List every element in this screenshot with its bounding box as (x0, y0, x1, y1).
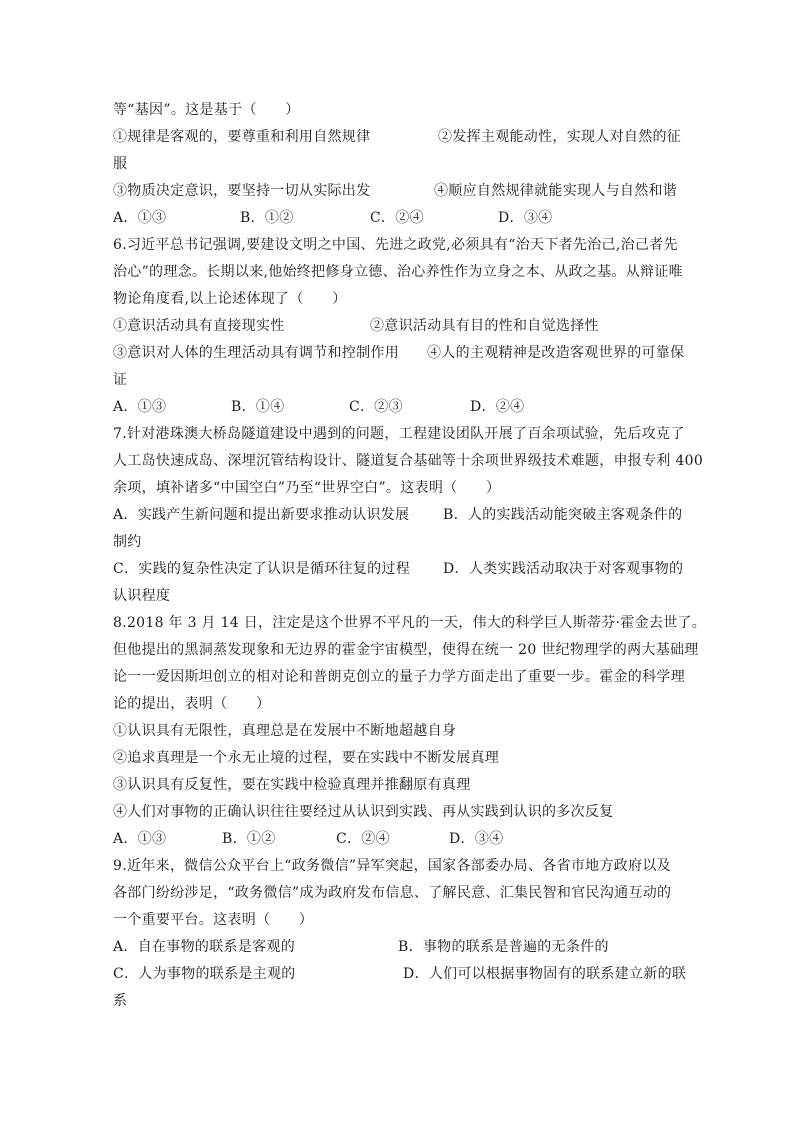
q8-stem-line-1: 8.2018 年 3 月 14 日，注定是这个世界不平凡的一天，伟大的科学巨人斯蒂芬·霍金去世了。 (113, 615, 707, 631)
q8-stem-line-3: 论一一爱因斯坦创立的相对论和普朗克创立的量子力学方面走出了重要一步。霍金的科学理 (113, 669, 685, 685)
q6-statement-4: ④人的主观精神是改造客观世界的可靠保 (427, 345, 685, 361)
q5-statement-1: ①规律是客观的，要尊重和利用自然规律 (113, 129, 371, 145)
q6-option-a[interactable]: A．①③ (113, 399, 167, 415)
q8-option-d[interactable]: D．③④ (449, 831, 504, 847)
q9-stem-line-1: 9.近年来，微信公众平台上“政务微信”异军突起，国家各部委办局、各省市地方政府以及 (113, 858, 671, 874)
q6-option-c[interactable]: C．②③ (349, 399, 403, 415)
q6-option-b[interactable]: B．①④ (231, 399, 285, 415)
q8-option-b[interactable]: B．①② (222, 831, 276, 847)
q6-stem-line-1: 6.习近平总书记强调,要建设文明之中国、先进之政党,必须具有“治天下者先治己,治己者先 (113, 237, 678, 253)
q5-statement-4: ④顺应自然规律就能实现人与自然和谐 (434, 183, 678, 199)
q9-option-b[interactable]: B．事物的联系是普遍的无条件的 (398, 939, 609, 955)
q8-statement-4: ④人们对事物的正确认识往往要经过从认识到实践、再从实践到认识的多次反复 (113, 804, 614, 820)
q6-stem-line-3: 物论角度看,以上论述体现了（ ） (113, 291, 347, 307)
q7-stem-line-2: 人工岛快速成岛、深埋沉管结构设计、隧道复合基础等十余项世界级技术难题，申报专利 400 (113, 453, 704, 469)
q8-statement-3: ③认识具有反复性，要在实践中检验真理并推翻原有真理 (113, 777, 471, 793)
q9-option-a[interactable]: A．自在事物的联系是客观的 (113, 939, 296, 955)
q7-stem-line-1: 7.针对港珠澳大桥岛隧道建设中遇到的问题，工程建设团队开展了百余项试验，先后攻克了 (113, 426, 685, 442)
q6-stem-line-2: 治心”的理念。长期以来,他始终把修身立德、治心养性作为立身之本、从政之基。从辩证唯 (113, 264, 683, 280)
q5-statement-3: ③物质决定意识，要坚持一切从实际出发 (113, 183, 371, 199)
q8-stem-line-4: 论的提出，表明（ ） (113, 696, 271, 712)
q9-option-c[interactable]: C．人为事物的联系是主观的 (113, 966, 296, 982)
q6-statement-2: ②意识活动具有目的性和自觉选择性 (370, 318, 599, 334)
q8-statement-2: ②追求真理是一个永无止境的过程，要在实践中不断发展真理 (113, 750, 500, 766)
q5-option-c[interactable]: C．②④ (370, 210, 424, 226)
q7-option-d[interactable]: D．人类实践活动取决于对客观事物的 (443, 561, 684, 577)
q5-option-a[interactable]: A．①③ (113, 210, 167, 226)
q7-option-a[interactable]: A．实践产生新问题和提出新要求推动认识发展 (113, 507, 410, 523)
q9-option-d[interactable]: D．人们可以根据事物固有的联系建立新的联 (403, 966, 687, 982)
q5-option-b[interactable]: B．①② (240, 210, 294, 226)
q7-stem-line-3: 余项，填补诸多“中国空白”乃至“世界空白”。这表明（ ） (113, 480, 501, 496)
q5-statement-2: ②发挥主观能动性，实现人对自然的征 (438, 129, 682, 145)
q5-option-d[interactable]: D．③④ (498, 210, 553, 226)
q7-option-c[interactable]: C．实践的复杂性决定了认识是循环往复的过程 (113, 561, 411, 577)
q5-statement-2-cont: 服 (113, 156, 128, 172)
q8-option-a[interactable]: A．①③ (113, 831, 167, 847)
q8-stem-line-2: 但他提出的黑洞蒸发现象和无边界的霍金宇宙模型，使得在统一 20 世纪物理学的两大基础理 (113, 642, 699, 658)
q9-option-d-cont: 系 (113, 993, 128, 1009)
q6-statement-4-cont: 证 (113, 372, 128, 388)
q7-option-d-cont: 认识程度 (113, 588, 171, 604)
q6-option-d[interactable]: D．②④ (470, 399, 525, 415)
q7-option-b-cont: 制约 (113, 534, 142, 550)
q5-stem-tail: 等“基因”。这是基于（ ） (113, 102, 300, 118)
q9-stem-line-3: 一个重要平台。这表明（ ） (113, 912, 314, 928)
q6-statement-1: ①意识活动具有直接现实性 (113, 318, 285, 334)
q8-statement-1: ①认识具有无限性，真理总是在发展中不断地超越自身 (113, 723, 457, 739)
q8-option-c[interactable]: C．②④ (336, 831, 390, 847)
q6-statement-3: ③意识对人体的生理活动具有调节和控制作用 (113, 345, 399, 361)
q9-stem-line-2: 各部门纷纷涉足，“政务微信”成为政府发布信息、了解民意、汇集民智和官民沟通互动的 (113, 885, 672, 901)
q7-option-b[interactable]: B．人的实践活动能突破主客观条件的 (443, 507, 683, 523)
